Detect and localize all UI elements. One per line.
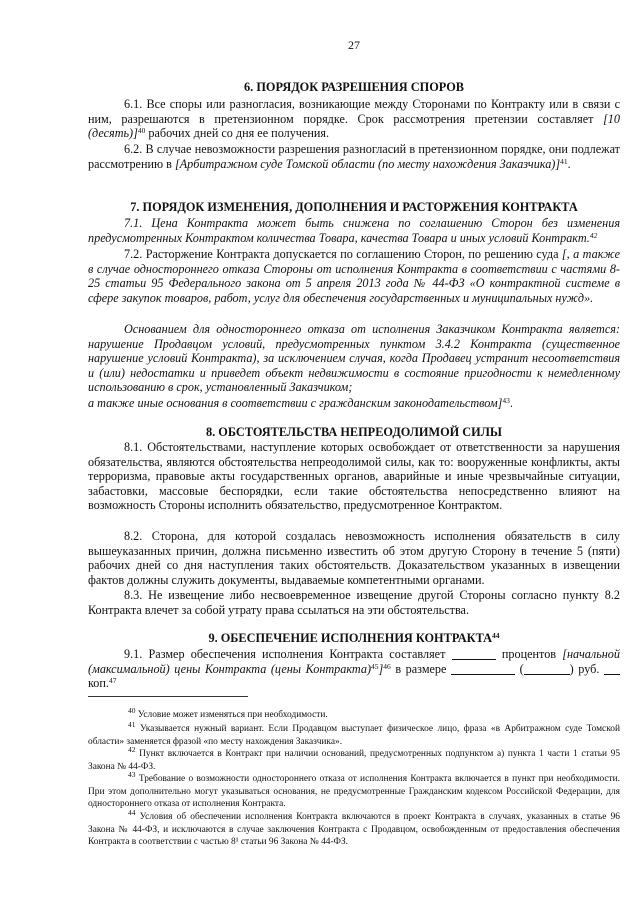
paragraph-7-grounds: Основанием для одностороннего отказа от исполнения Заказчиком Контракта является: нарушение Продавцом условий, предусмотренных пунктом 3.4.2 Контракта (существенное нарушение условий Контракта), за исключением случая, когда Продавец устранит несоответствия и (или) недостатки и приведет объект недвижимости в состояние пригодности к немедленному использованию в срок, установленный Заказчиком; <box>88 322 620 395</box>
footnote-41: $^{41}$ Указывается нужный вариант. Если Продавцом выступает физическое лицо, фраза «в Арбитражном суде Томской области» заменяется фразой «по месту нахождения Заказчика». <box>88 720 620 747</box>
paragraph-8-2: 8.2. Сторона, для которой создалась невозможность исполнения обязательств в силу вышеуказанных причин, должна письменно известить об этом другую Сторону в течение 5 (пяти) рабочих дней со дня наступления таких обстоятельств. Доказательством указанных в извещении фактов должны служить документы, выдаваемые компетентными органами. <box>88 529 620 587</box>
percent-blank[interactable] <box>452 649 496 660</box>
paragraph-8-3: 8.3. Не извещение либо несвоевременное извещение другой Стороны согласно пункту 8.2 Контракта влечет за собой утрату права ссылаться на эти обстоятельства. <box>88 588 620 617</box>
footnote-40: $^{40}$ Условие может изменяться при необходимости. <box>128 706 328 720</box>
page-number: 27 <box>348 38 360 52</box>
section-9-title: 9. ОБЕСПЕЧЕНИЕ ИСПОЛНЕНИЯ КОНТРАКТА$^{44}$ <box>208 631 500 645</box>
amount-blank[interactable] <box>451 664 515 675</box>
paragraph-7-1: 7.1. Цена Контракта может быть снижена по соглашению Сторон без изменения предусмотренных Контрактом количества Товара, качества Товара и иных условий Контракт.$^{42}$ <box>88 216 620 245</box>
footnote-44: $^{44}$ Условия об обеспечении исполнения Контракта включаются в проект Контракта в случаях, указанных в статье 96 Закона № 44-ФЗ, и исключаются в случае заключения Контракта с Продавцом, освобожденным от предоставления обеспечения Контракта в соответствии с частью 8¹ статьи 96 Закона № 44-ФЗ. <box>88 808 620 848</box>
footnote-42: $^{42}$ Пункт включается в Контракт при наличии оснований, предусмотренных подпунктом а) пункта 1 части 1 статьи 95 Закона № 44-ФЗ. <box>88 745 621 772</box>
paragraph-9-1: 9.1. Размер обеспечения исполнения Контракта составляет процентов [начальной (максимальной) цены Контракта (цены Контракта)$^{45}$]$^{46}$ в размере ( ) руб. коп.$^{47}$ <box>88 647 620 691</box>
kopeks-blank[interactable] <box>604 664 620 675</box>
section-7-title: 7. ПОРЯДОК ИЗМЕНЕНИЯ, ДОПОЛНЕНИЯ И РАСТОРЖЕНИЯ КОНТРАКТА <box>130 200 578 214</box>
paragraph-6-1: 6.1. Все споры или разногласия, возникающие между Сторонами по Контракту или в связи с ним, разрешаются в претензионном порядке. Срок рассмотрения претензии составляет [10 (десять)]$^{40}$ рабочих дней со дня ее получения. <box>88 97 620 141</box>
amount-words-blank[interactable] <box>524 664 570 675</box>
footnote-43: $^{43}$ Требование о возможности одностороннего отказа от исполнения Контракта включается в пункт при необходимости. При этом дополнительно могут указываться основания, не предусмотренные Гражданским кодексом Российской Федерации, для одностороннего отказа от исполнения Контракта. <box>88 770 620 810</box>
paragraph-8-1: 8.1. Обстоятельствами, наступление которых освобождает от ответственности за нарушения обязательства, являются обстоятельства непреодолимой силы, как то: вооруженные конфликты, акты терроризма, правовые акты государственных органов, аварийные и иные чрезвычайные ситуации, забастовки, массовые беспорядки, если такие обстоятельства непосредственно влияют на возможность Стороны исполнить обязательство, предусмотренное Контрактом. <box>88 440 620 513</box>
section-8-title: 8. ОБСТОЯТЕЛЬСТВА НЕПРЕОДОЛИМОЙ СИЛЫ <box>206 425 502 439</box>
paragraph-7-other: а также иные основания в соответствии с гражданским законодательством]$^{43}$. <box>88 396 513 410</box>
paragraph-7-2: 7.2. Расторжение Контракта допускается по соглашению Сторон, по решению суда [, а также в случае одностороннего отказа Стороны от исполнения Контракта в соответствии с частями 8-25 статьи 95 Федерального закона от 5 апреля 2013 года № 44-ФЗ «О контрактной системе в сфере закупок товаров, работ, услуг для обеспечения государственных и муниципальных нужд». <box>88 247 620 305</box>
footnote-separator <box>88 696 248 697</box>
paragraph-6-2: 6.2. В случае невозможности разрешения разногласий в претензионном порядке, они подлежат рассмотрению в [Арбитражном суде Томской области (по месту нахождения Заказчика)]$^{41}$. <box>88 142 620 171</box>
section-6-title: 6. ПОРЯДОК РАЗРЕШЕНИЯ СПОРОВ <box>244 80 464 94</box>
